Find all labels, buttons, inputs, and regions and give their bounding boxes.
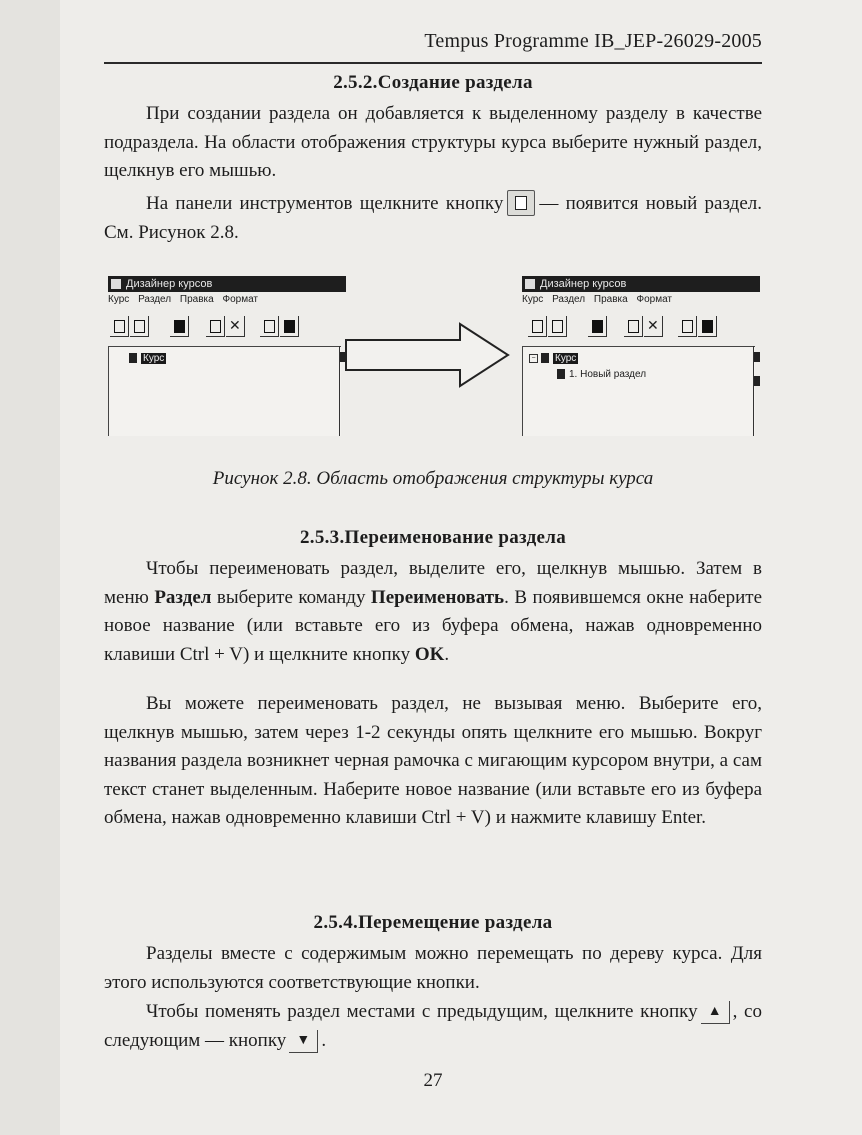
running-header	[104, 22, 762, 64]
paragraph-move-2: Чтобы поменять раздел местами с предыдущим, щелкните кнопку ▲ , со следующим — кнопку ▼ .	[104, 998, 762, 1055]
new-document-icon	[528, 316, 547, 337]
menu-item-edit: Правка	[179, 294, 214, 305]
menu-item-format: Формат	[222, 294, 258, 305]
move-up-arrow-icon: ▲	[701, 1001, 730, 1024]
delete-icon: ✕	[644, 316, 663, 337]
page-number: 27	[423, 1070, 443, 1091]
section-title-move: 2.5.4.Перемещение раздела	[313, 912, 553, 933]
open-folder-icon	[548, 316, 567, 337]
move-down-arrow-icon: ▼	[289, 1030, 318, 1053]
menu-item-section: Раздел	[138, 294, 172, 305]
menu-bar	[108, 294, 264, 305]
system-menu-icon	[525, 279, 535, 289]
tree-node-root: − Курс	[529, 353, 578, 364]
toolbar	[522, 316, 760, 340]
figure-caption: Рисунок 2.8. Область отображения структуры курса	[212, 468, 654, 489]
page-icon	[260, 316, 279, 337]
system-menu-icon	[111, 279, 121, 289]
course-structure-tree	[522, 346, 755, 436]
section-title-rename: 2.5.3.Переименование раздела	[299, 527, 567, 548]
course-designer-window-before	[108, 276, 346, 436]
paragraph-move-1: Разделы вместе с содержимым можно перемещать по дереву курса. Для этого используются соответствующие кнопки.	[104, 943, 762, 993]
page-icon	[678, 316, 697, 337]
course-designer-window-after	[522, 276, 760, 436]
tree-node-root: Курс	[129, 353, 166, 364]
paragraph-create-1: При создании раздела он добавляется к выделенному разделу в качестве подраздела. На области отображения структуры курса выберите нужный раздел, щелкнув его мышью.	[104, 103, 762, 181]
paragraph-rename-1: Чтобы переименовать раздел, выделите его, щелкнув мышью. Затем в меню Раздел выберите команду Переименовать. В появившемся окне наберите новое название (или вставьте его из буфера обмена, нажав одновременно клавиши Ctrl + V) и щелкните кнопку OK.	[104, 558, 763, 665]
page-filled-icon	[280, 316, 299, 337]
header-text: Tempus Programme IB_JEP-26029-2005	[424, 30, 762, 52]
right-arrow-icon	[342, 320, 514, 390]
new-section-button-icon	[507, 190, 535, 216]
open-folder-icon	[130, 316, 149, 337]
section-title-create: 2.5.2.Создание раздела	[333, 72, 533, 93]
menu-item-section: Раздел	[552, 294, 586, 305]
delete-icon: ✕	[226, 316, 245, 337]
menu-item-edit: Правка	[593, 294, 628, 305]
new-document-icon	[110, 316, 129, 337]
book-icon	[129, 353, 137, 363]
page-icon	[557, 369, 565, 379]
window-title-bar: Дизайнер курсов	[522, 276, 760, 292]
menu-item-format: Формат	[636, 294, 672, 305]
book-icon	[541, 353, 549, 363]
save-icon	[170, 316, 189, 337]
new-section-icon	[624, 316, 643, 337]
menu-item-course: Курс	[108, 294, 130, 305]
new-section-icon	[206, 316, 225, 337]
menu-bar	[522, 294, 678, 305]
paragraph-create-2: На панели инструментов щелкните кнопку — появится новый раздел. См. Рисунок 2.8.	[104, 190, 762, 247]
page-filled-icon	[698, 316, 717, 337]
menu-item-course: Курс	[522, 294, 544, 305]
tree-node-new-section: 1. Новый раздел	[557, 369, 646, 380]
window-title-bar: Дизайнер курсов	[108, 276, 346, 292]
toolbar	[108, 316, 346, 340]
paragraph-rename-2: Вы можете переименовать раздел, не вызывая меню. Выберите его, щелкнув мышью, затем через 1-2 секунды опять щелкните его мышью. Вокруг названия раздела возникнет черная рамочка с мигающим курсором внутри, а сам текст станет выделенным. Наберите новое название (или вставьте его из буфера обмена, нажав одновременно клавиши Ctrl + V) и нажмите клавишу Enter.	[104, 693, 762, 828]
scrollbar	[753, 346, 760, 436]
course-structure-tree	[108, 346, 341, 436]
save-icon	[588, 316, 607, 337]
collapse-icon: −	[529, 354, 538, 363]
